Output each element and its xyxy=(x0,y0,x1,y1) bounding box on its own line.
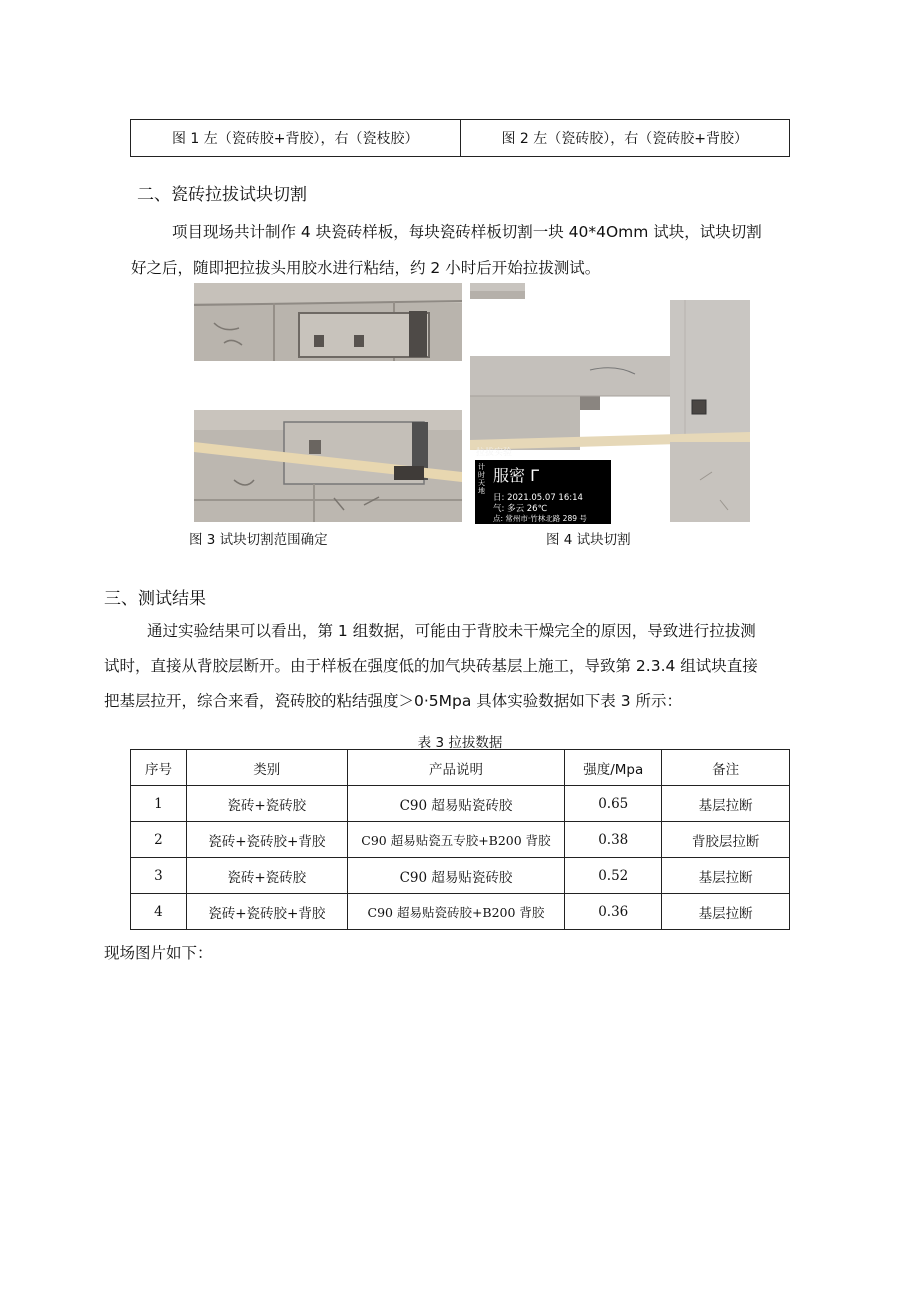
fig3-bottom-photo xyxy=(194,410,462,522)
fig1-caption: 图 1 左（瓷砖胶+背胶），右（瓷枝胶） xyxy=(171,131,419,147)
cell-product: C90 超易贴瓷砖胶 xyxy=(347,858,565,894)
cell-remark: 基层拉断 xyxy=(662,894,790,930)
table-row xyxy=(131,786,790,822)
header-no: 序号 xyxy=(131,750,187,786)
cell-strength: 0.65 xyxy=(565,786,662,822)
cell-category: 瓷砖+瓷砖胶 xyxy=(186,786,347,822)
cell-category: 瓷砖+瓷砖胶+背胶 xyxy=(186,822,347,858)
stamp-weather: 气: 多云 26℃ xyxy=(493,504,548,514)
cell-no: 2 xyxy=(131,822,187,858)
cell-remark: 基层拉断 xyxy=(662,786,790,822)
table-row xyxy=(131,894,790,930)
section3-para-line2: 试时，直接从背胶层断开。由于样板在强度低的加气块砖基层上施工，导致第 2.3.4 组试块直接 xyxy=(104,657,758,675)
fig2-caption: 图 2 左（瓷砖胶），右（瓷砖胶+背胶） xyxy=(460,120,790,156)
cell-strength: 0.52 xyxy=(565,858,662,894)
cell-strength: 0.38 xyxy=(565,822,662,858)
fig4-top-strip xyxy=(470,283,525,299)
footer-text: 现场图片如下： xyxy=(104,944,213,962)
cell-product: C90 超易贴瓷砖胶+B200 背胶 xyxy=(347,894,565,930)
cell-no: 4 xyxy=(131,894,187,930)
cell-remark: 背胶层拉断 xyxy=(662,822,790,858)
stamp-vertical-label: 计时天地 xyxy=(478,463,485,495)
stamp-overlay-text: 拉拔实验 xyxy=(476,448,513,458)
section3-para-line1: 通过实验结果可以看出，第 1 组数据，可能由于背胶未干燥完全的原因，导致进行拉拔测 xyxy=(147,622,756,640)
cell-product: C90 超易贴瓷五专胶+B200 背胶 xyxy=(347,822,565,858)
section3-para-line3: 把基层拉开，综合来看，瓷砖胶的粘结强度＞0·5Mpa 具体实验数据如下表 3 所示： xyxy=(104,692,683,710)
section2-para-line1: 项目现场共计制作 4 块瓷砖样板，每块瓷砖样板切割一块 40*4Omm 试块，试块切割 xyxy=(172,223,762,241)
table-row xyxy=(131,822,790,858)
cell-no: 3 xyxy=(131,858,187,894)
fig4-caption: 图 4 试块切割 xyxy=(546,532,631,548)
cell-no: 1 xyxy=(131,786,187,822)
cell-strength: 0.36 xyxy=(565,894,662,930)
header-category: 类别 xyxy=(186,750,347,786)
stamp-title: 服密 Γ xyxy=(493,466,540,485)
cell-category: 瓷砖+瓷砖胶+背胶 xyxy=(186,894,347,930)
pull-test-table xyxy=(130,749,790,930)
table-row xyxy=(131,858,790,894)
cell-remark: 基层拉断 xyxy=(662,858,790,894)
cell-product: C90 超易贴瓷砖胶 xyxy=(347,786,565,822)
fig3-caption: 图 3 试块切割范围确定 xyxy=(189,532,328,548)
table-header-row xyxy=(131,750,790,786)
header-remark: 备注 xyxy=(662,750,790,786)
table-title: 表 3 拉拔数据 xyxy=(417,735,503,751)
stamp-time: 日: 2021.05.07 16:14 xyxy=(493,493,583,503)
cell-category: 瓷砖+瓷砖胶 xyxy=(186,858,347,894)
header-product: 产品说明 xyxy=(347,750,565,786)
fig3-top-photo xyxy=(194,283,462,361)
stamp-place: 点: 常州市·竹林北路 289 号 xyxy=(493,514,587,523)
timestamp-stamp xyxy=(475,460,611,524)
section2-para-line2: 好之后，随即把拉拔头用胶水进行粘结，约 2 小时后开始拉拔测试。 xyxy=(131,259,601,277)
section3-heading: 三、测试结果 xyxy=(104,589,206,609)
figure-caption-table xyxy=(130,119,790,157)
section2-heading: 二、瓷砖拉拔试块切割 xyxy=(137,185,307,205)
header-strength: 强度/Mpa xyxy=(565,750,662,786)
